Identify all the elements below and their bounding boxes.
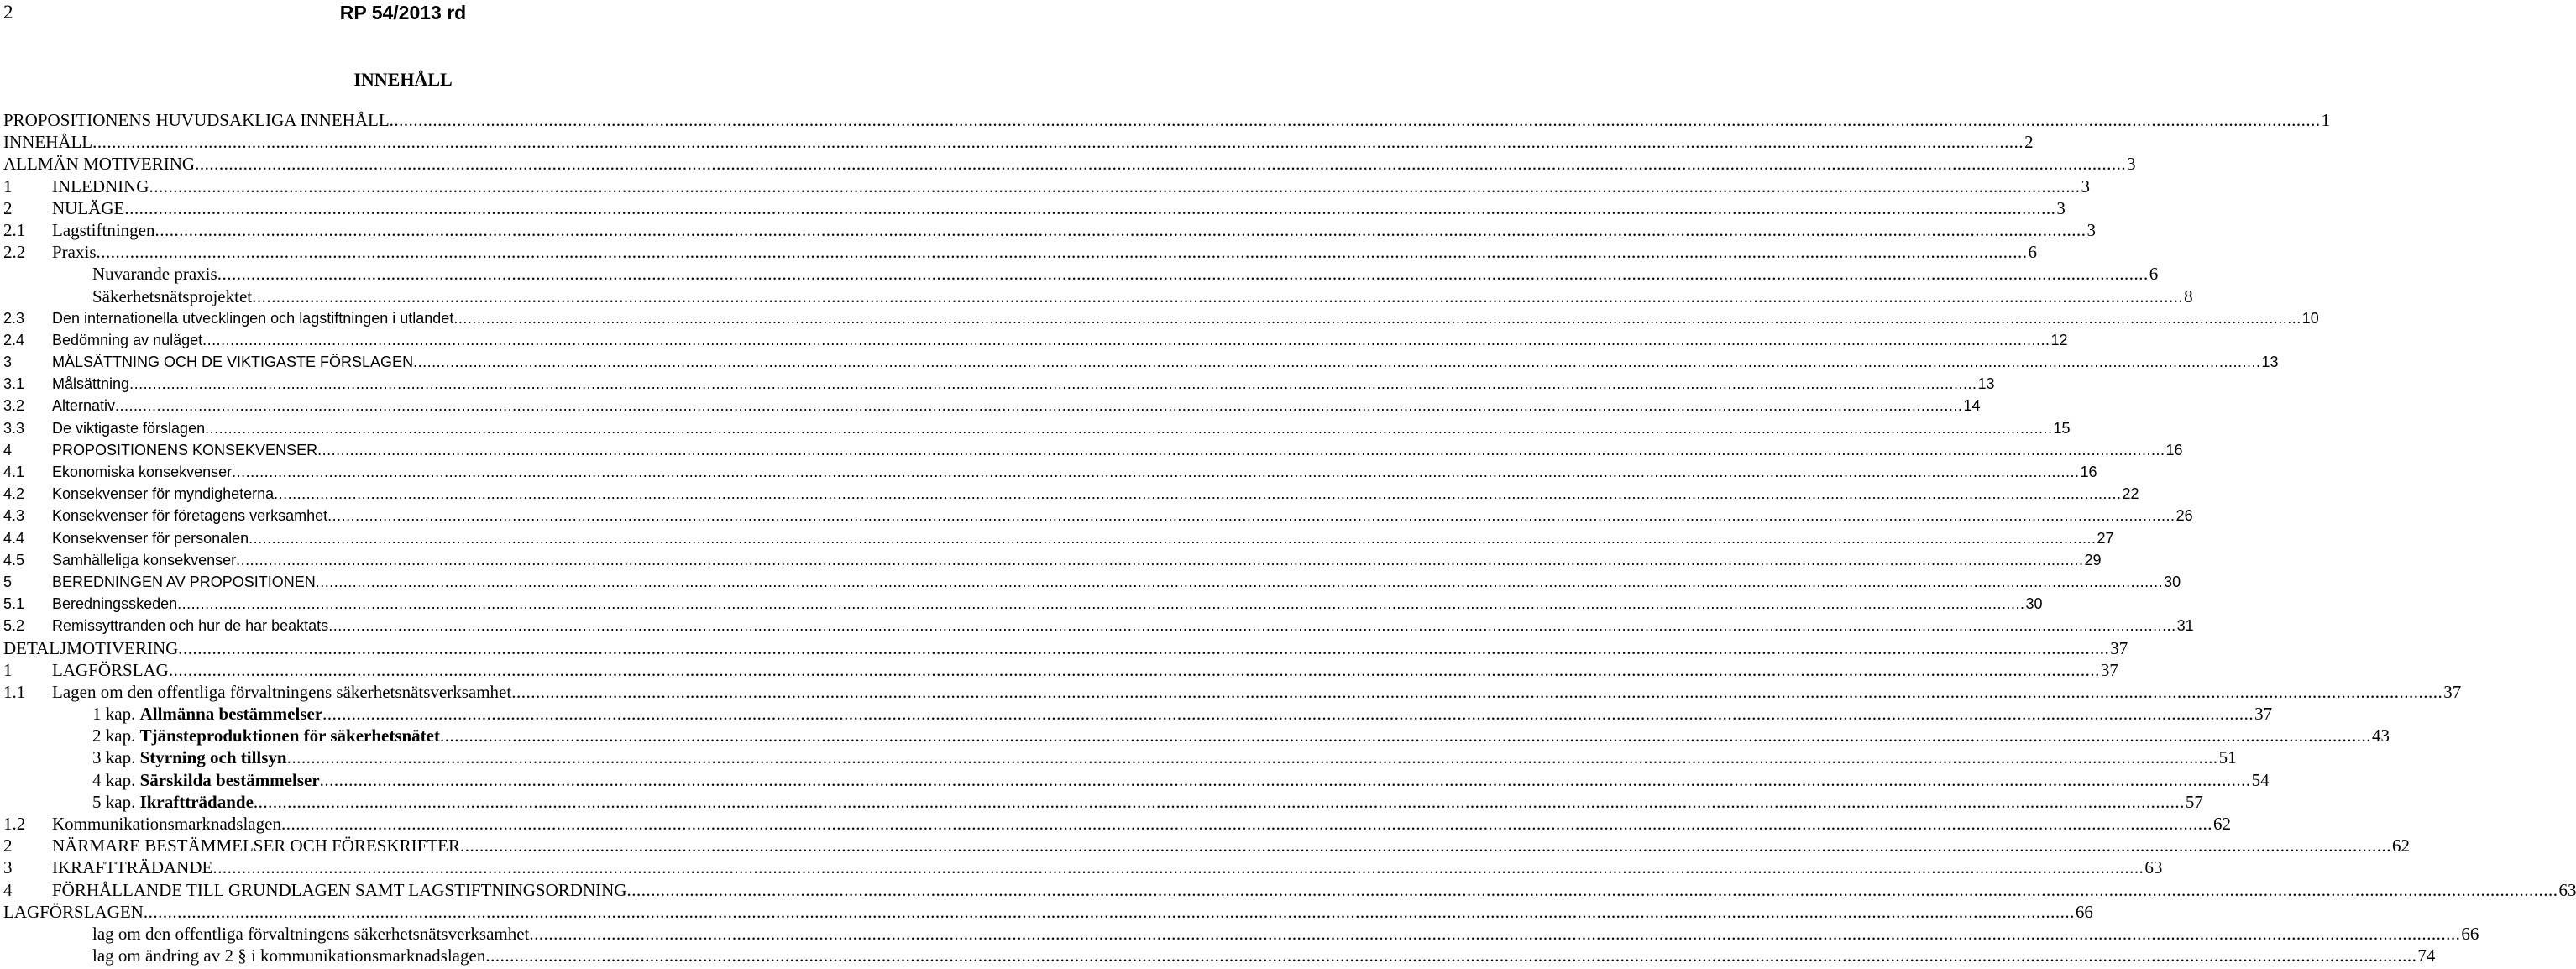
toc-entry-page: 12 <box>2050 331 2068 348</box>
toc-entry-title <box>92 769 320 791</box>
toc-entry-number: 3 <box>3 354 13 371</box>
toc-leader-dots: ................................................................................................................................................................................................................................................................................................................................................................................................................ <box>177 595 2025 613</box>
toc-entry-number: 4.5 <box>3 551 25 568</box>
toc-heading: INNEHÅLL <box>353 69 453 90</box>
toc-entry-title: NÄRMARE BESTÄMMELSER OCH FÖRESKRIFTER <box>52 835 460 856</box>
toc-entry-number: 1 <box>3 659 13 680</box>
toc-entry-page: 74 <box>2417 945 2436 966</box>
toc-entry[interactable] <box>3 527 2114 549</box>
toc-entry-page: 13 <box>2261 354 2279 371</box>
toc-entry-page: 22 <box>2122 485 2139 503</box>
toc-entry-title: PROPOSITIONENS HUVUDSAKLIGA INNEHÅLL <box>3 110 390 130</box>
toc-entry-title: Lagen om den offentliga förvaltningens säkerhetsnätsverksamhet <box>52 681 512 702</box>
toc-leader-dots: ................................................................................................................................................................................................................................................................................................................................................................................................................ <box>129 375 1977 393</box>
toc-entry-page: 2 <box>2024 132 2034 153</box>
toc-entry[interactable] <box>3 439 2183 461</box>
toc-entry[interactable] <box>3 373 1995 395</box>
toc-entry-page: 57 <box>2185 791 2203 812</box>
toc-entry[interactable] <box>3 175 2090 197</box>
toc-entry-page: 6 <box>2028 242 2037 263</box>
toc-entry-page: 3 <box>2086 219 2096 240</box>
toc-entry-title: INNEHÅLL <box>3 132 93 153</box>
toc-entry-chapter: 3 kap. <box>92 747 136 768</box>
toc-entry-title: Kommunikationsmarknadslagen <box>52 814 281 834</box>
toc-leader-dots: ................................................................................................................................................................................................................................................................................................................................................................................................................ <box>286 747 2218 768</box>
toc-entry-chapter: 2 kap. <box>92 725 136 746</box>
toc-leader-dots: ................................................................................................................................................................................................................................................................................................................................................................................................................ <box>389 110 2321 130</box>
toc-entry-chapter-title: Allmänna bestämmelser <box>139 704 323 725</box>
toc-entry-page: 16 <box>2165 441 2183 458</box>
toc-entry-number: 4.1 <box>3 464 25 480</box>
toc-entry-page: 62 <box>2391 835 2410 856</box>
toc-entry-page: 66 <box>2461 923 2479 944</box>
toc-entry-number: 2.1 <box>3 219 26 240</box>
toc-entry-title: BEREDNINGEN AV PROPOSITIONEN <box>52 573 316 590</box>
toc-entry-page: 26 <box>2175 507 2193 525</box>
toc-entry[interactable] <box>3 746 2237 768</box>
toc-entry-number: 4.4 <box>3 529 25 547</box>
toc-entry-title: Beredningsskeden <box>52 595 178 613</box>
toc-leader-dots: ................................................................................................................................................................................................................................................................................................................................................................................................................ <box>253 791 2185 812</box>
toc-entry-number: 5.2 <box>3 617 25 635</box>
toc-entry-chapter: 5 kap. <box>92 791 136 812</box>
toc-entry[interactable] <box>3 241 2037 263</box>
toc-leader-dots: ................................................................................................................................................................................................................................................................................................................................................................................................................ <box>249 529 2097 547</box>
toc-entry[interactable] <box>3 725 2390 746</box>
toc-entry[interactable] <box>3 461 2097 483</box>
toc-leader-dots: ................................................................................................................................................................................................................................................................................................................................................................................................................ <box>232 464 2080 480</box>
toc-leader-dots: ................................................................................................................................................................................................................................................................................................................................................................................................................ <box>440 725 2371 746</box>
toc-entry-page: 14 <box>1963 397 1981 415</box>
toc-entry-title: Konsekvenser för personalen <box>52 529 249 547</box>
toc-entry-number: 5 <box>3 573 13 590</box>
toc-entry[interactable] <box>3 307 2319 329</box>
toc-leader-dots: ................................................................................................................................................................................................................................................................................................................................................................................................................ <box>149 175 2081 196</box>
toc-leader-dots: ................................................................................................................................................................................................................................................................................................................................................................................................................ <box>413 354 2261 371</box>
toc-entry-number: 1.2 <box>3 814 26 834</box>
toc-entry-page: 1 <box>2321 110 2331 130</box>
toc-entry-title: FÖRHÅLLANDE TILL GRUNDLAGEN SAMT LAGSTIFTNINGSORDNING <box>52 879 627 900</box>
toc-entry-number: 2 <box>3 197 13 218</box>
toc-entry[interactable] <box>3 813 2231 835</box>
toc-leader-dots: ................................................................................................................................................................................................................................................................................................................................................................................................................ <box>485 945 2417 966</box>
toc-entry-title: Ekonomiska konsekvenser <box>52 464 233 480</box>
toc-entry[interactable] <box>3 703 2273 725</box>
toc-entry-title: LAGFÖRSLAGEN <box>3 901 144 922</box>
toc-entry-page: 37 <box>2100 659 2118 680</box>
page-number: 2 <box>3 2 13 23</box>
toc-entry[interactable] <box>3 263 2159 285</box>
toc-entry-number: 4 <box>3 441 13 458</box>
toc-leader-dots: ................................................................................................................................................................................................................................................................................................................................................................................................................ <box>212 857 2144 878</box>
toc-entry[interactable] <box>3 593 2043 615</box>
toc-entry-title: Konsekvenser för myndigheterna <box>52 485 275 503</box>
toc-leader-dots: ................................................................................................................................................................................................................................................................................................................................................................................................................ <box>143 901 2075 922</box>
toc-entry-title <box>92 791 254 813</box>
toc-leader-dots: ................................................................................................................................................................................................................................................................................................................................................................................................................ <box>168 659 2100 680</box>
toc-leader-dots: ................................................................................................................................................................................................................................................................................................................................................................................................................ <box>205 419 2053 437</box>
toc-entry-number: 5.1 <box>3 595 25 613</box>
table-of-contents <box>3 109 2576 966</box>
toc-leader-dots: ................................................................................................................................................................................................................................................................................................................................................................................................................ <box>92 132 2024 153</box>
toc-leader-dots: ................................................................................................................................................................................................................................................................................................................................................................................................................ <box>317 441 2165 458</box>
toc-entry[interactable] <box>3 417 2071 439</box>
toc-entry-title: MÅLSÄTTNING OCH DE VIKTIGASTE FÖRSLAGEN <box>52 354 414 371</box>
toc-leader-dots: ................................................................................................................................................................................................................................................................................................................................................................................................................ <box>195 154 2127 175</box>
toc-entry-page: 30 <box>2164 573 2181 590</box>
toc-entry-title: Remissyttranden och hur de har beaktats <box>52 617 329 635</box>
toc-entry-title: NULÄGE <box>52 197 125 218</box>
toc-entry[interactable] <box>3 879 2576 901</box>
toc-leader-dots: ................................................................................................................................................................................................................................................................................................................................................................................................................ <box>529 923 2461 944</box>
toc-leader-dots: ................................................................................................................................................................................................................................................................................................................................................................................................................ <box>217 264 2149 285</box>
toc-entry-number: 3.1 <box>3 375 25 393</box>
toc-entry-chapter-title: Tjänsteproduktionen för säkerhetsnätet <box>139 725 440 746</box>
toc-entry-title: PROPOSITIONENS KONSEKVENSER <box>52 441 318 458</box>
toc-leader-dots: ................................................................................................................................................................................................................................................................................................................................................................................................................ <box>319 769 2251 790</box>
toc-entry[interactable] <box>3 637 2128 659</box>
toc-entry-number: 4.3 <box>3 507 25 525</box>
toc-entry-page: 43 <box>2372 725 2390 746</box>
toc-entry-title: Målsättning <box>52 375 130 393</box>
toc-entry[interactable] <box>3 615 2194 636</box>
toc-entry-title: Den internationella utvecklingen och lagstiftningen i utlandet <box>52 309 454 327</box>
toc-entry[interactable] <box>3 856 2163 878</box>
toc-entry-page: 62 <box>2212 814 2231 834</box>
toc-entry-chapter-title: Styrning och tillsyn <box>139 747 287 768</box>
toc-entry[interactable] <box>3 835 2410 856</box>
toc-entry-page: 10 <box>2301 309 2319 327</box>
toc-entry-page: 3 <box>2056 197 2066 218</box>
toc-leader-dots: ................................................................................................................................................................................................................................................................................................................................................................................................................ <box>178 637 2110 658</box>
toc-entry-title: LAGFÖRSLAG <box>52 659 169 680</box>
toc-entry-page: 54 <box>2251 769 2270 790</box>
toc-entry[interactable] <box>3 791 2203 813</box>
toc-leader-dots: ................................................................................................................................................................................................................................................................................................................................................................................................................ <box>252 285 2184 306</box>
toc-leader-dots: ................................................................................................................................................................................................................................................................................................................................................................................................................ <box>315 573 2164 590</box>
toc-entry-number: 2 <box>3 835 13 856</box>
toc-entry-title: lag om den offentliga förvaltningens säkerhetsnätsverksamhet <box>92 923 530 944</box>
toc-leader-dots: ................................................................................................................................................................................................................................................................................................................................................................................................................ <box>154 219 2086 240</box>
toc-entry-page: 63 <box>2144 857 2163 878</box>
toc-entry-page: 51 <box>2218 747 2237 768</box>
toc-entry[interactable] <box>3 571 2181 593</box>
toc-entry-title: Praxis <box>52 242 97 263</box>
toc-leader-dots: ................................................................................................................................................................................................................................................................................................................................................................................................................ <box>202 331 2050 348</box>
toc-leader-dots: ................................................................................................................................................................................................................................................................................................................................................................................................................ <box>626 879 2558 900</box>
toc-entry-title: DETALJMOTIVERING <box>3 637 179 658</box>
toc-entry-number: 2.2 <box>3 242 26 263</box>
toc-entry-chapter: 4 kap. <box>92 769 136 790</box>
toc-entry-page: 66 <box>2075 901 2093 922</box>
toc-entry-number: 1.1 <box>3 681 26 702</box>
toc-entry-page: 3 <box>2081 175 2090 196</box>
toc-entry[interactable] <box>3 483 2139 505</box>
toc-leader-dots: ................................................................................................................................................................................................................................................................................................................................................................................................................ <box>328 617 2176 635</box>
toc-entry-page: 15 <box>2053 419 2071 437</box>
toc-entry-page: 8 <box>2184 285 2193 306</box>
toc-entry-number: 2.4 <box>3 331 25 348</box>
toc-entry-title: Bedömning av nuläget <box>52 331 203 348</box>
toc-leader-dots: ................................................................................................................................................................................................................................................................................................................................................................................................................ <box>322 704 2254 725</box>
toc-entry[interactable] <box>3 285 2193 307</box>
toc-entry-number: 1 <box>3 175 13 196</box>
toc-entry-page: 37 <box>2110 637 2128 658</box>
toc-entry-page: 6 <box>2149 264 2159 285</box>
toc-entry-page: 16 <box>2080 464 2097 480</box>
toc-entry[interactable] <box>3 505 2193 526</box>
toc-entry[interactable] <box>3 395 1981 416</box>
toc-entry-title: IKRAFTTRÄDANDE <box>52 857 213 878</box>
toc-entry-page: 37 <box>2443 681 2462 702</box>
toc-entry[interactable] <box>3 197 2066 219</box>
toc-leader-dots: ................................................................................................................................................................................................................................................................................................................................................................................................................ <box>236 551 2084 568</box>
toc-entry-number: 3 <box>3 857 13 878</box>
toc-entry-chapter: 1 kap. <box>92 704 136 725</box>
toc-leader-dots: ................................................................................................................................................................................................................................................................................................................................................................................................................ <box>115 397 1963 415</box>
toc-entry-number: 4 <box>3 879 13 900</box>
toc-entry-page: 30 <box>2025 595 2043 613</box>
toc-entry-title: ALLMÄN MOTIVERING <box>3 154 196 175</box>
toc-entry-number: 3.2 <box>3 397 25 415</box>
toc-entry[interactable] <box>3 901 2093 923</box>
toc-entry[interactable] <box>3 131 2034 153</box>
toc-entry-page: 27 <box>2097 529 2114 547</box>
toc-entry-page: 13 <box>1977 375 1995 393</box>
toc-entry-page: 29 <box>2084 551 2102 568</box>
toc-entry-title: Alternativ <box>52 397 116 415</box>
toc-entry-title: Nuvarande praxis <box>92 264 217 285</box>
toc-entry-title <box>92 703 322 725</box>
toc-entry-title: Konsekvenser för företagens verksamhet <box>52 507 328 525</box>
toc-entry-page: 3 <box>2127 154 2136 175</box>
toc-entry-title: lag om ändring av 2 § i kommunikationsmarknadslagen <box>92 945 486 966</box>
toc-leader-dots: ................................................................................................................................................................................................................................................................................................................................................................................................................ <box>511 681 2443 702</box>
toc-leader-dots: ................................................................................................................................................................................................................................................................................................................................................................................................................ <box>327 507 2175 525</box>
toc-entry-title <box>92 746 287 768</box>
toc-entry-title: De viktigaste förslagen <box>52 419 206 437</box>
toc-entry[interactable] <box>3 153 2136 175</box>
toc-leader-dots: ................................................................................................................................................................................................................................................................................................................................................................................................................ <box>96 242 2028 263</box>
toc-entry[interactable] <box>3 109 2331 131</box>
toc-entry-chapter-title: Särskilda bestämmelser <box>139 769 320 790</box>
toc-leader-dots: ................................................................................................................................................................................................................................................................................................................................................................................................................ <box>124 197 2056 218</box>
toc-entry-title: Lagstiftningen <box>52 219 155 240</box>
toc-entry[interactable] <box>3 351 2279 373</box>
toc-leader-dots: ................................................................................................................................................................................................................................................................................................................................................................................................................ <box>274 485 2122 503</box>
toc-entry[interactable] <box>3 769 2270 791</box>
toc-entry-number: 3.3 <box>3 419 25 437</box>
toc-leader-dots: ................................................................................................................................................................................................................................................................................................................................................................................................................ <box>459 835 2391 856</box>
toc-leader-dots: ................................................................................................................................................................................................................................................................................................................................................................................................................ <box>453 309 2301 327</box>
toc-entry-chapter-title: Ikraftträdande <box>139 791 254 812</box>
toc-entry-title: Säkerhetsnätsprojektet <box>92 285 253 306</box>
toc-entry-title: INLEDNING <box>52 175 149 196</box>
toc-entry-number: 2.3 <box>3 309 25 327</box>
toc-leader-dots: ................................................................................................................................................................................................................................................................................................................................................................................................................ <box>280 814 2212 834</box>
toc-entry-title: Samhälleliga konsekvenser <box>52 551 237 568</box>
toc-entry[interactable] <box>3 681 2462 703</box>
toc-entry-page: 37 <box>2254 704 2273 725</box>
toc-entry[interactable] <box>3 659 2118 681</box>
toc-entry[interactable] <box>3 549 2102 571</box>
document-id: RP 54/2013 rd <box>339 2 467 24</box>
toc-entry[interactable] <box>3 219 2096 241</box>
toc-entry[interactable] <box>3 923 2479 945</box>
toc-entry[interactable] <box>3 945 2436 966</box>
toc-entry-title <box>92 725 440 746</box>
toc-entry-page: 31 <box>2176 617 2194 635</box>
toc-entry-page: 63 <box>2558 879 2576 900</box>
toc-entry-number: 4.2 <box>3 485 25 503</box>
toc-entry[interactable] <box>3 329 2068 351</box>
